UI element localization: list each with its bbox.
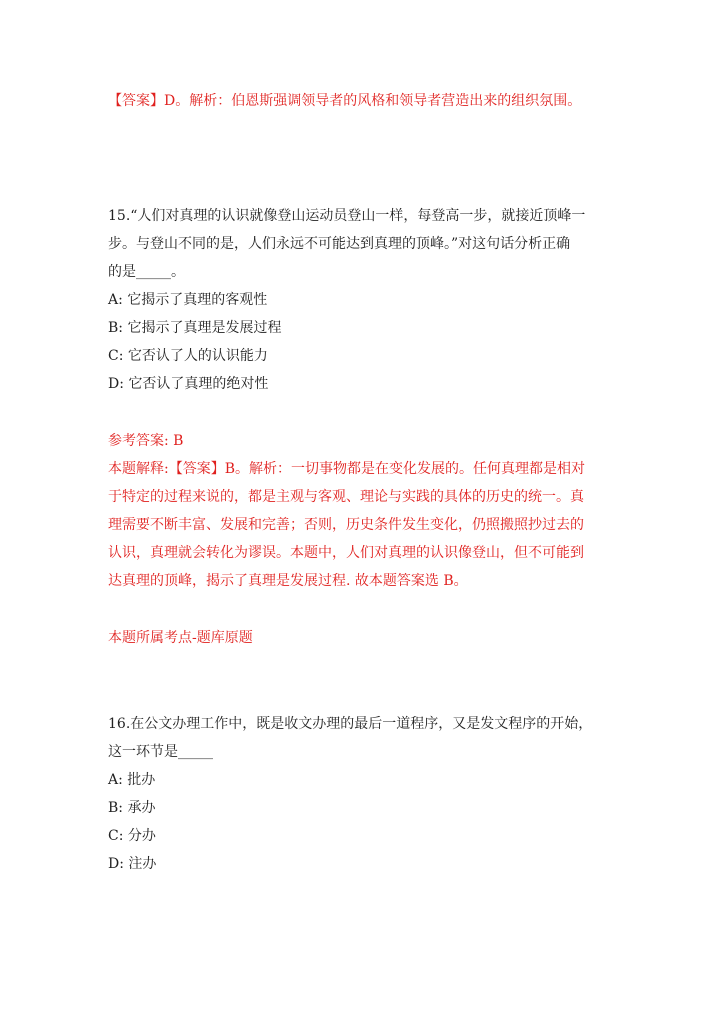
question-stem-line: 16.在公文办理工作中，既是收文办理的最后一道程序，又是发文程序的开始， [108, 716, 593, 732]
option-b: B: 它揭示了真理是发展过程 [108, 320, 282, 336]
option-a: A: 批办 [108, 772, 156, 788]
option-d: D: 它否认了真理的绝对性 [108, 376, 269, 392]
option-c: C: 它否认了人的认识能力 [108, 348, 268, 364]
question-stem-line: 这一环节是_____ [108, 744, 213, 760]
question-stem-line: 15.“人们对真理的认识就像登山运动员登山一样，每登高一步，就接近顶峰一 [108, 208, 586, 224]
option-d: D: 注办 [108, 856, 157, 872]
reference-answer: 参考答案: B [108, 433, 184, 449]
explanation-line: 理需要不断丰富、发展和完善；否则，历史条件发生变化，仍照搬照抄过去的 [108, 517, 584, 533]
option-a: A: 它揭示了真理的客观性 [108, 292, 268, 308]
question-stem-line: 步。与登山不同的是，人们永远不可能达到真理的顶峰。”对这句话分析正确 [108, 236, 571, 252]
question-stem-line: 的是_____。 [108, 264, 185, 280]
option-b: B: 承办 [108, 800, 156, 816]
explanation-line: 本题解释:【答案】B。解析：一切事物都是在变化发展的。任何真理都是相对 [108, 461, 586, 477]
option-c: C: 分办 [108, 828, 156, 844]
previous-answer-explanation: 【答案】D。解析：伯恩斯强调领导者的风格和领导者营造出来的组织氛围。 [108, 93, 582, 109]
explanation-line: 于特定的过程来说的，都是主观与客观、理论与实践的具体的历史的统一。真 [108, 489, 584, 505]
topic-tag: 本题所属考点-题库原题 [108, 630, 253, 646]
explanation-line: 认识，真理就会转化为谬误。本题中，人们对真理的认识像登山，但不可能到 [108, 545, 584, 561]
explanation-line: 达真理的顶峰，揭示了真理是发展过程. 故本题答案选 B。 [108, 573, 468, 589]
